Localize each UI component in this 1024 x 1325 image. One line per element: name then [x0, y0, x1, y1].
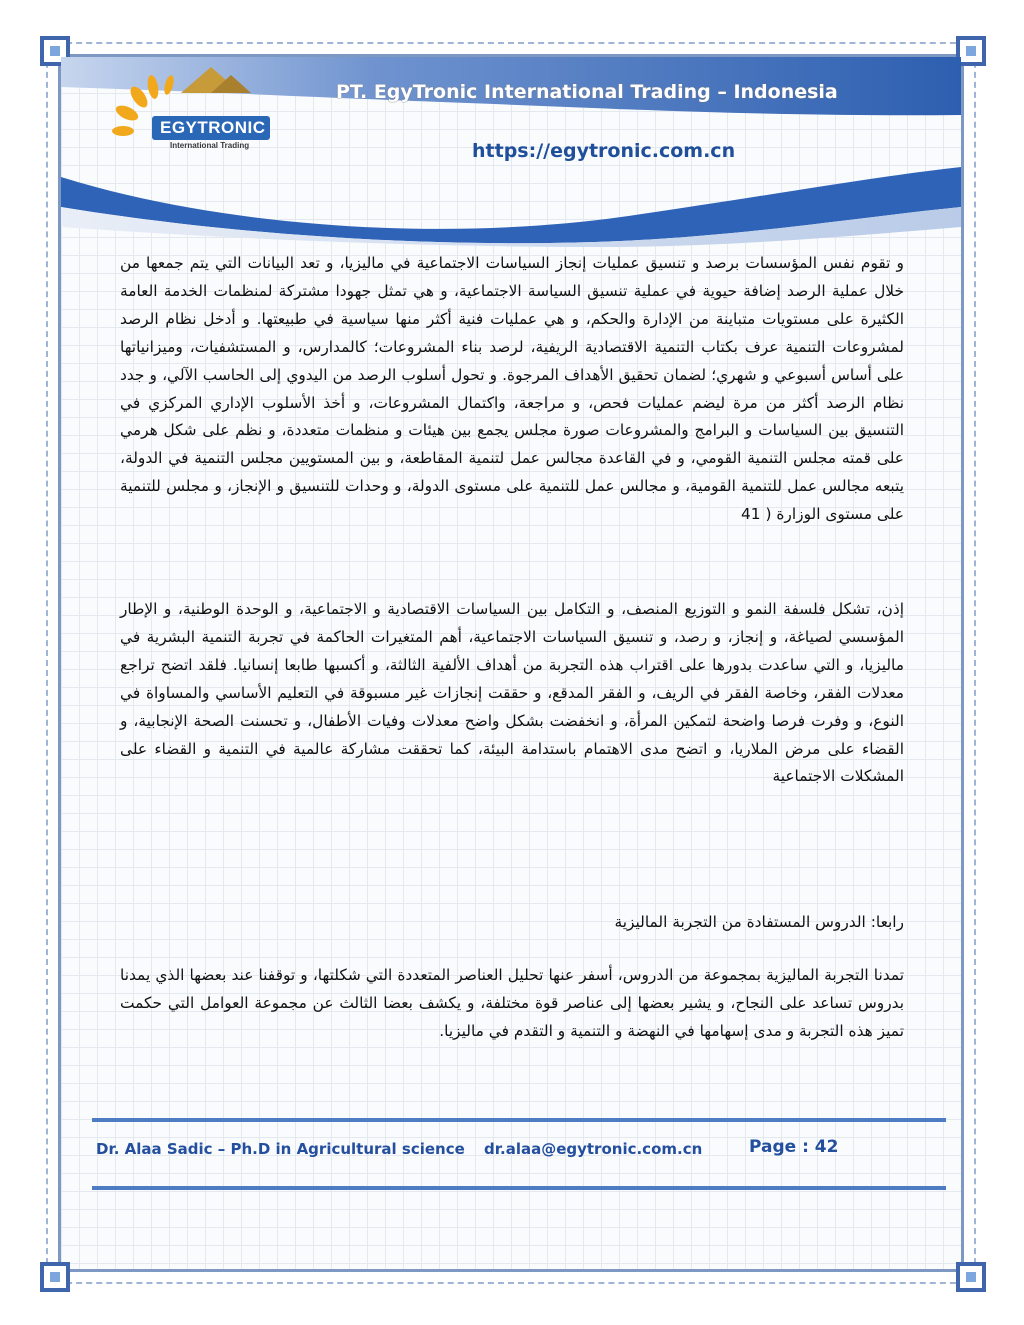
- footer-email-link[interactable]: dr.alaa@egytronic.com.cn: [484, 1140, 703, 1158]
- company-website-link[interactable]: https://egytronic.com.cn: [472, 140, 736, 162]
- company-name: PT. EgyTronic International Trading – Indonesia: [336, 81, 838, 103]
- section-heading: رابعا: الدروس المستفادة من التجربة الماليزية: [614, 913, 904, 931]
- company-logo: [120, 78, 280, 158]
- corner-ornament-bottom-right: [956, 1262, 986, 1292]
- footer-bottom-rule: [92, 1186, 946, 1190]
- footer-author: Dr. Alaa Sadic – Ph.D in Agricultural science: [96, 1140, 465, 1158]
- body-paragraph-3: تمدنا التجربة الماليزية بمجموعة من الدروس، أسفر عنها تحليل العناصر المتعددة التي شكلتها، و توقفنا عند بعضها الذي يمدنا بدروس تساعد على النجاح، و يشير بعضها إلى عناصر قوة مختلفة، و يكشف بعضا الثالث عن مجموعة العوامل التي حكمت تميز هذه التجربة و مدى إسهامها في النهضة و التنمية و التقدم في ماليزيا.: [120, 966, 904, 1040]
- logo-wordmark: EGYTRONIC: [160, 118, 266, 137]
- corner-ornament-bottom-left: [40, 1262, 70, 1292]
- footer-top-rule: [92, 1118, 946, 1122]
- body-paragraph-1: و تقوم نفس المؤسسات برصد و تنسيق عمليات إنجاز السياسات الاجتماعية في ماليزيا، و تعد البيانات التي يتم جمعها من خلال عملية الرصد إضافة حيوية في عملية تنسيق السياسة الاجتماعية، و هي تمثل جهودا مشتركة لمنظمات الخدمة العامة الكثيرة على مستويات متباينة من الإدارة والحكم، و هي عمليات فنية أكثر منها سياسية في طبيعتها. و أدخل نظام الرصد لمشروعات التنمية عرف بكتاب التنمية الاقتصادية الريفية، لرصد بناء المشروعات؛ كالمدارس، و المستشفيات، وميزانياتها على أساس أسبوعي و شهري؛ لضمان تحقيق الأهداف المرجوة. و تحول أسلوب الرصد من اليدوي إلى الحاسب الآلي، و جدد نظام الرصد أكثر من مرة ليضم عمليات فحص، و مراجعة، واكتمال المشروعات، و أخذ الأسلوب الإداري المركزي في التنسيق بين السياسات و البرامج والمشروعات صورة مجلس يجمع بين هيئات و منظمات متعددة، و نظم على شكل هرمي على قمته مجلس التنمية القومي، و في القاعدة مجالس عمل لتنمية المقاطعة، و بين المستويين مجلس التنمية في الدولة، يتبعه مجالس عمل للتنمية القومية، و مجالس عمل للتنمية على مستوى الدولة، و وحدات للتنسيق و الإنجاز، و مجلس للتنمية على مستوى الوزارة ( 41: [120, 254, 904, 524]
- footer-page-number: Page : 42: [749, 1137, 839, 1157]
- body-paragraph-2: إذن، تشكل فلسفة النمو و التوزيع المنصف، و التكامل بين السياسات الاقتصادية و الاجتماعية، و الوحدة الوطنية، و الإطار المؤسسي لصياغة، و إنجاز، و رصد، و تنسيق السياسات الاجتماعية، أهم المتغيرات الحاكمة في تجربة التنمية البشرية في ماليزيا، و التي ساعدت بدورها على اقتراب هذه التجربة من أهداف الألفية الثالثة، و أكسبها طابعا إنسانيا. فلقد اتضح تراجع معدلات الفقر، وخاصة الفقر في الريف، و الفقر المدقع، و حققت إنجازات غير مسبوقة في التعليم الأساسي والمساواة في النوع، و وفرت فرصا واضحة لتمكين المرأة، و انخفضت بشكل واضح معدلات وفيات الأطفال، و تحسنت الصحة الإنجابية، و القضاء على مرض الملاريا، و اتضح مدى الاهتمام باستدامة البيئة، كما تحققت مشاركة عالمية في التنمية و القضاء على المشكلات الاجتماعية: [120, 600, 904, 786]
- logo-tagline: International Trading: [170, 141, 250, 150]
